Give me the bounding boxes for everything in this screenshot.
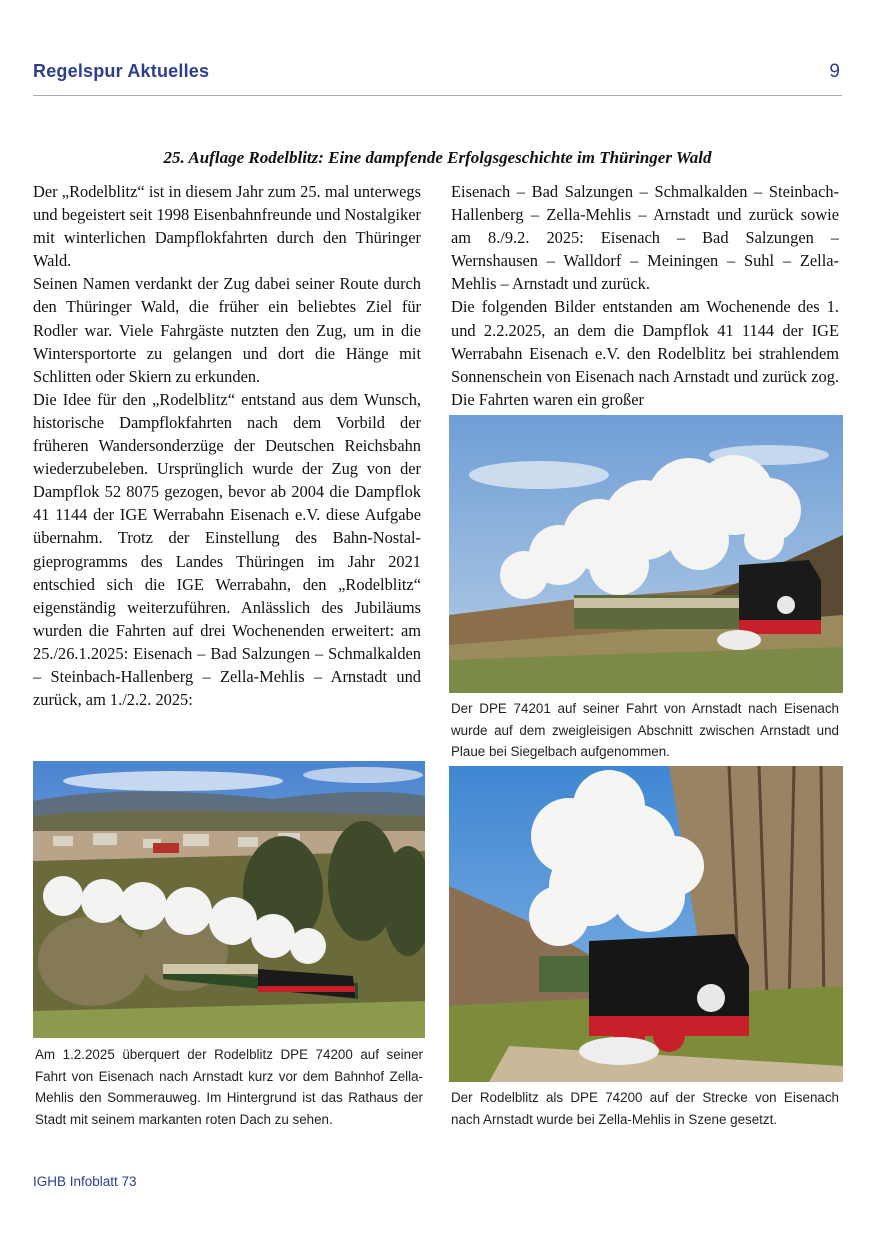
photo-caption: Am 1.2.2025 überquert der Rodelblitz DPE 74200 auf seiner Fahrt von Eisenach nach Arnstadt kurz vor dem Bahnhof Zella-Mehlis den Sommerauweg. Im Hintergrund ist das Rathaus der Stadt mit seinem markanten roten Dach zu sehen.	[35, 1047, 423, 1127]
header-divider	[33, 95, 842, 96]
paragraph: Die folgenden Bilder entstanden am Wochenende des 1. und 2.2.2025, an dem die Dampflok 41 1144 der IGE Werrabahn Eisenach e.V. den Rodelblitz bei strahlendem Sonnenschein von Eisenach nach Arnstadt und zurück zog. Die Fahrten waren ein großer	[451, 297, 839, 409]
article-title: 25. Auflage Rodelblitz: Eine dampfende Erfolgsgeschichte im Thüringer Wald	[163, 148, 712, 167]
paragraph: Die Idee für den „Rodelblitz“ entstand aus dem Wunsch, historische Dampflokfahrten nach dem Vorbild der früheren Wandersonderzüge der Deutschen Reichsbahn wiederzubeleben. Ursprünglich wurde der Zug von der Dampflok 52 8075 gezogen, bevor ab 2004 die Dampflok 41 1144 der IGE Werrabahn Eisenach e.V. diese Aufgabe übernahm. Trotz der Einstellung des Bahn-Nostalgieprogramms des Landes Thüringen im Jahr 2021 entschied sich die IGE Werrabahn, den „Rodelblitz“ eigenständig weiterzuführen. Anlässlich des Jubiläums wurden die Fahrten auf drei Wochenenden erweitert: am 25./26.1.2025: Eisenach – Bad Salzungen – Schmalkalden – Steinbach-Hallenberg – Zella-Mehlis – Arnstadt und zurück, am 1./2.2. 2025:	[33, 389, 421, 710]
photo-train-zella-mehlis-panorama	[33, 761, 425, 1038]
page-number: 9	[829, 61, 840, 82]
paragraph: Seinen Namen verdankt der Zug dabei seiner Route durch den Thüringer Wald, die früher ein beliebtes Ziel für Rodler war. Viele Fahrgäste nutzten den Zug, um in die Wintersportorte zu gelangen und dort die Hänge mit Schlitten oder Skiern zu erkunden.	[33, 274, 421, 386]
footer-publication: IGHB Infoblatt 73	[33, 1174, 137, 1189]
right-text-column	[451, 180, 839, 411]
paragraph: Eisenach – Bad Salzungen – Schmalkalden – Steinbach-Hallenberg – Zella-Mehlis – Arnstadt und zurück sowie am 8./9.2. 2025: Eisenach – Bad Salzungen – Wernshausen – Walldorf – Meiningen – Suhl – Zella-Mehlis – Arnstadt und zurück.	[451, 182, 839, 294]
photo-locomotive-closeup	[449, 766, 843, 1082]
paragraph: Der „Rodelblitz“ ist in diesem Jahr zum 25. mal unterwegs und begeistert seit 1998 Eisenbahnfreunde und Nostalgiker mit winterlichen Dampflokfahrten durch den Thüringer Wald.	[33, 182, 421, 271]
photo-caption: Der DPE 74201 auf seiner Fahrt von Arnstadt nach Eisenach wurde auf dem zweigleisigen Abschnitt zwischen Arnstadt und Plaue bei Siegelbach aufgenommen.	[451, 701, 839, 759]
photo-caption: Der Rodelblitz als DPE 74200 auf der Strecke von Eisenach nach Arnstadt wurde bei Zella-Mehlis in Szene gesetzt.	[451, 1090, 839, 1127]
left-text-column	[33, 180, 421, 711]
running-header-title: Regelspur Aktuelles	[33, 61, 210, 81]
photo-train-siegelbach	[449, 415, 843, 693]
